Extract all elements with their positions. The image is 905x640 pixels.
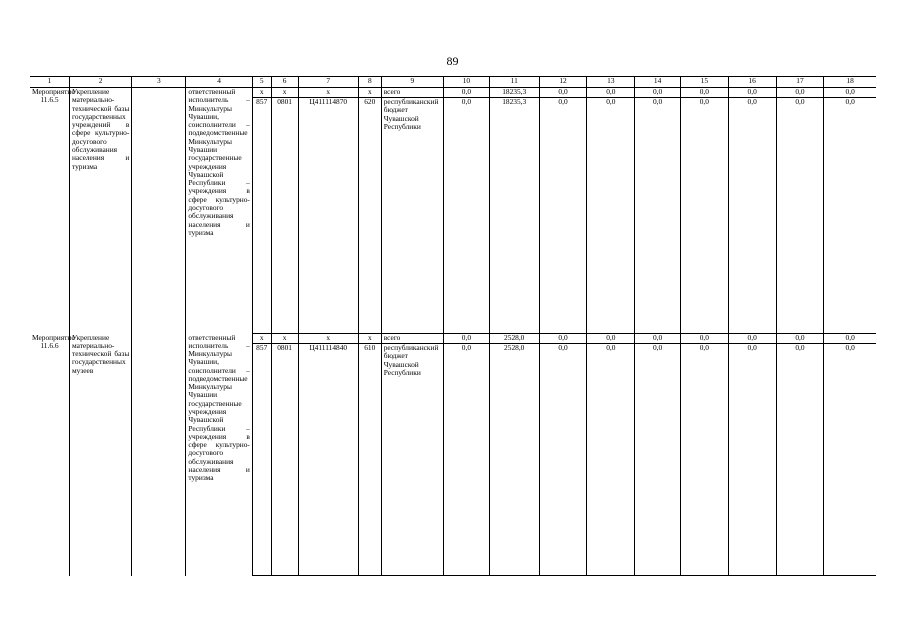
header-cell: 11 (489, 77, 539, 88)
value-cell: 18235,3 (489, 88, 539, 98)
cell-c5: x (252, 88, 271, 98)
header-cell: 1 (30, 77, 69, 88)
value-cell: 0,0 (444, 334, 490, 344)
header-cell: 5 (252, 77, 271, 88)
value-cell: 0,0 (824, 334, 876, 344)
cell-c7: Ц411114840 (298, 344, 358, 576)
header-row (30, 77, 876, 88)
header-cell: 9 (381, 77, 443, 88)
value-cell: 0,0 (635, 344, 681, 576)
value-cell: 0,0 (824, 98, 876, 334)
header-cell: 12 (539, 77, 587, 88)
cell-c8: x (358, 334, 381, 344)
event-cell: Мероприятие 11.6.6 (30, 334, 69, 576)
table-row (30, 334, 876, 344)
col3-cell (132, 334, 186, 576)
header-cell: 10 (444, 77, 490, 88)
value-cell: 0,0 (444, 344, 490, 576)
header-cell: 18 (824, 77, 876, 88)
value-cell: 0,0 (587, 334, 635, 344)
col3-cell (132, 88, 186, 334)
value-cell: 0,0 (728, 88, 776, 98)
value-cell: 0,0 (824, 344, 876, 576)
cell-c9: всего (381, 334, 443, 344)
value-cell: 0,0 (587, 344, 635, 576)
value-cell: 0,0 (776, 98, 824, 334)
value-cell: 2528,0 (489, 344, 539, 576)
cell-c5: x (252, 334, 271, 344)
value-cell: 0,0 (680, 344, 728, 576)
value-cell: 0,0 (728, 98, 776, 334)
cell-c7: x (298, 88, 358, 98)
value-cell: 0,0 (587, 98, 635, 334)
cell-c6: x (271, 334, 298, 344)
cell-c7: Ц411114870 (298, 98, 358, 334)
value-cell: 0,0 (728, 334, 776, 344)
name-cell: Укрепление материально-технической базы государственных учреждений в сфере культурно-досугового обслуживания населения и туризма (69, 88, 131, 334)
value-cell: 0,0 (776, 88, 824, 98)
page-number: 89 (446, 54, 459, 68)
cell-c8: 610 (358, 344, 381, 576)
cell-c5: 857 (252, 98, 271, 334)
value-cell: 0,0 (539, 98, 587, 334)
cell-c5: 857 (252, 344, 271, 576)
value-cell: 0,0 (539, 344, 587, 576)
cell-c9: всего (381, 88, 443, 98)
value-cell: 0,0 (635, 98, 681, 334)
name-cell: Укрепление материально-технической базы государственных музеев (69, 334, 131, 576)
value-cell: 0,0 (635, 334, 681, 344)
value-cell: 0,0 (680, 98, 728, 334)
header-cell: 8 (358, 77, 381, 88)
value-cell: 0,0 (728, 344, 776, 576)
header-cell: 16 (728, 77, 776, 88)
budget-table (30, 76, 876, 576)
value-cell: 0,0 (444, 88, 490, 98)
value-cell: 0,0 (680, 334, 728, 344)
header-cell: 6 (271, 77, 298, 88)
header-cell: 14 (635, 77, 681, 88)
cell-c6: x (271, 88, 298, 98)
header-cell: 15 (680, 77, 728, 88)
value-cell: 0,0 (539, 88, 587, 98)
value-cell: 0,0 (824, 88, 876, 98)
value-cell: 0,0 (635, 88, 681, 98)
cell-c9: республиканский бюджет Чувашской Республики (381, 98, 443, 334)
cell-c6: 0801 (271, 344, 298, 576)
table-row (30, 88, 876, 98)
cell-c6: 0801 (271, 98, 298, 334)
value-cell: 0,0 (444, 98, 490, 334)
cell-c7: x (298, 334, 358, 344)
cell-c8: 620 (358, 98, 381, 334)
cell-c9: республиканский бюджет Чувашской Республики (381, 344, 443, 576)
header-cell: 13 (587, 77, 635, 88)
value-cell: 0,0 (680, 88, 728, 98)
value-cell: 2528,0 (489, 334, 539, 344)
responsible-cell: ответственный исполнитель – Минкультуры Чувашии, соисполнители – подведомственные Минкультуры Чувашии государственные учреждения Чувашской Республики – учреждения в сфере культурно-досугового обслуживания населения и туризма (186, 88, 253, 334)
value-cell: 0,0 (776, 344, 824, 576)
value-cell: 0,0 (587, 88, 635, 98)
responsible-cell: ответственный исполнитель – Минкультуры Чувашии, соисполнители – подведомственные Минкультуры Чувашии государственные учреждения Чувашской Республики – учреждения в сфере культурно-досугового обслуживания населения и туризма (186, 334, 253, 576)
value-cell: 0,0 (776, 334, 824, 344)
header-cell: 3 (132, 77, 186, 88)
header-cell: 2 (69, 77, 131, 88)
value-cell: 18235,3 (489, 98, 539, 334)
header-cell: 17 (776, 77, 824, 88)
value-cell: 0,0 (539, 334, 587, 344)
cell-c8: x (358, 88, 381, 98)
header-cell: 7 (298, 77, 358, 88)
header-cell: 4 (186, 77, 253, 88)
event-cell: Мероприятие 11.6.5 (30, 88, 69, 334)
